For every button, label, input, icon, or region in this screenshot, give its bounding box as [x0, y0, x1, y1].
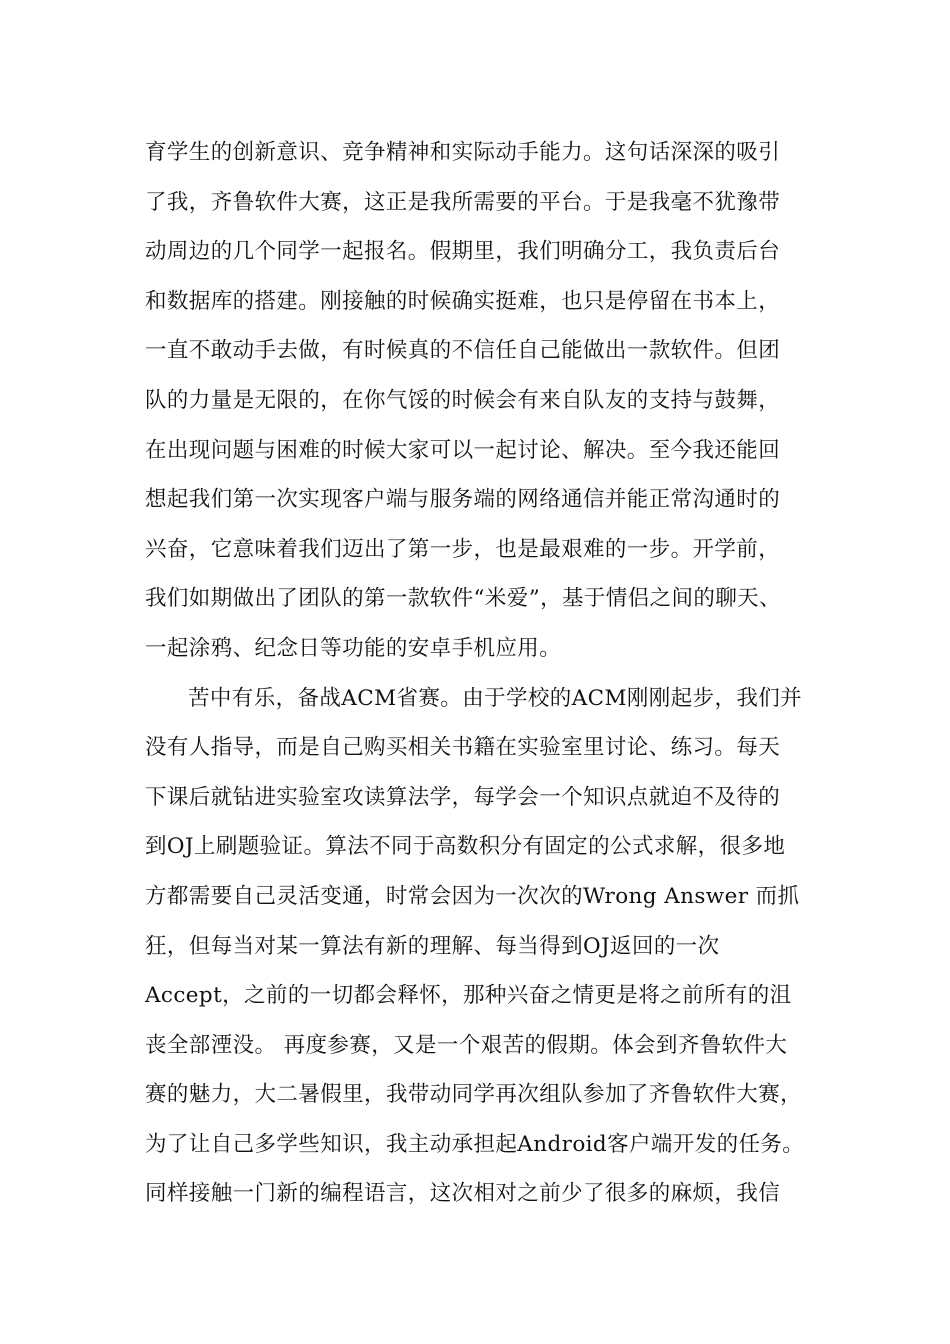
text-line: 了我，齐鲁软件大赛，这正是我所需要的平台。于是我毫不犹豫带 — [145, 189, 781, 215]
text-line: 方都需要自己灵活变通，时常会因为一次次的Wrong Answer 而抓 — [145, 883, 800, 909]
text-line: 一起涂鸦、纪念日等功能的安卓手机应用。 — [145, 635, 562, 661]
document-body — [145, 128, 825, 1219]
text-line: 下课后就钻进实验室攻读算法学，每学会一个知识点就迫不及待的 — [145, 784, 781, 810]
text-line: 在出现问题与困难的时候大家可以一起讨论、解决。至今我还能回 — [145, 437, 781, 463]
text-line: 没有人指导，而是自己购买相关书籍在实验室里讨论、练习。每天 — [145, 735, 781, 761]
text-line: 队的力量是无限的，在你气馁的时候会有来自队友的支持与鼓舞， — [145, 387, 781, 413]
text-line: 动周边的几个同学一起报名。假期里，我们明确分工，我负责后台 — [145, 239, 781, 265]
text-line: 为了让自己多学些知识，我主动承担起Android客户端开发的任务。 — [145, 1131, 805, 1157]
text-line: 赛的魅力，大二暑假里，我带动同学再次组队参加了齐鲁软件大赛， — [145, 1082, 803, 1108]
text-line: 想起我们第一次实现客户端与服务端的网络通信并能正常沟通时的 — [145, 487, 781, 513]
paragraph-start-line: 苦中有乐，备战ACM省赛。由于学校的ACM刚刚起步，我们并 — [188, 685, 803, 711]
text-line: 兴奋，它意味着我们迈出了第一步，也是最艰难的一步。开学前， — [145, 536, 781, 562]
text-line: 狂，但每当对某一算法有新的理解、每当得到OJ返回的一次 — [145, 933, 720, 959]
text-line: 一直不敢动手去做，有时候真的不信任自己能做出一款软件。但团 — [145, 338, 781, 364]
text-line: 和数据库的搭建。刚接触的时候确实挺难，也只是停留在书本上， — [145, 288, 781, 314]
text-line: 丧全部湮没。 再度参赛，又是一个艰苦的假期。体会到齐鲁软件大 — [145, 1032, 788, 1058]
text-line: 到OJ上刷题验证。算法不同于高数积分有固定的公式求解，很多地 — [145, 834, 786, 860]
text-line: Accept，之前的一切都会释怀，那种兴奋之情更是将之前所有的沮 — [145, 983, 792, 1009]
text-line: 同样接触一门新的编程语言，这次相对之前少了很多的麻烦，我信 — [145, 1181, 781, 1207]
text-line: 我们如期做出了团队的第一款软件“米爱”，基于情侣之间的聊天、 — [145, 586, 781, 612]
text-line: 育学生的创新意识、竞争精神和实际动手能力。这句话深深的吸引 — [145, 140, 781, 165]
